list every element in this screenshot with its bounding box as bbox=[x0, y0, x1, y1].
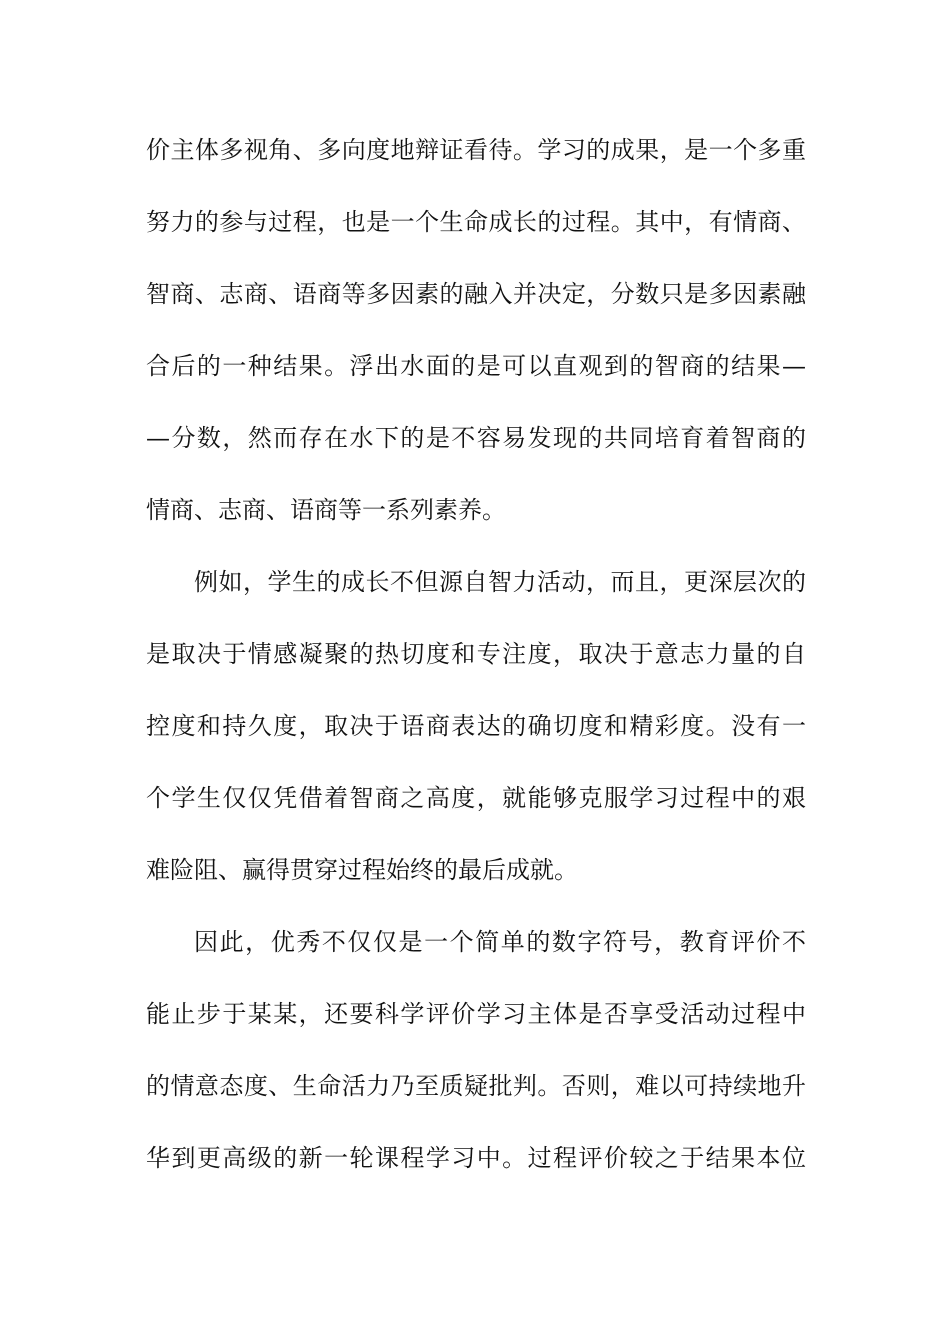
text-line: 因此，优秀不仅仅是一个简单的数字符号，教育评价不 bbox=[194, 928, 806, 956]
text-line: 控度和持久度，取决于语商表达的确切度和精彩度。没有一 bbox=[146, 712, 806, 740]
text-line: 智商、志商、语商等多因素的融入并决定，分数只是多因素融 bbox=[146, 280, 806, 308]
text-line: 华到更高级的新一轮课程学习中。过程评价较之于结果本位 bbox=[146, 1144, 806, 1172]
text-line: 例如，学生的成长不但源自智力活动，而且，更深层次的 bbox=[194, 568, 806, 596]
text-line: 个学生仅仅凭借着智商之高度，就能够克服学习过程中的艰 bbox=[146, 784, 806, 812]
text-line: 情商、志商、语商等一系列素养。 bbox=[146, 496, 506, 524]
text-line: 的情意态度、生命活力乃至质疑批判。否则，难以可持续地升 bbox=[146, 1072, 806, 1100]
text-line: 努力的参与过程，也是一个生命成长的过程。其中，有情商、 bbox=[146, 208, 806, 236]
text-line: 价主体多视角、多向度地辩证看待。学习的成果，是一个多重 bbox=[146, 136, 806, 164]
text-line: —分数，然而存在水下的是不容易发现的共同培育着智商的 bbox=[146, 424, 806, 452]
text-line: 难险阻、赢得贯穿过程始终的最后成就。 bbox=[146, 856, 578, 884]
text-line: 合后的一种结果。浮出水面的是可以直观到的智商的结果— bbox=[146, 352, 806, 380]
text-line: 是取决于情感凝聚的热切度和专注度，取决于意志力量的自 bbox=[146, 640, 806, 668]
text-line: 能止步于某某，还要科学评价学习主体是否享受活动过程中 bbox=[146, 1000, 806, 1028]
